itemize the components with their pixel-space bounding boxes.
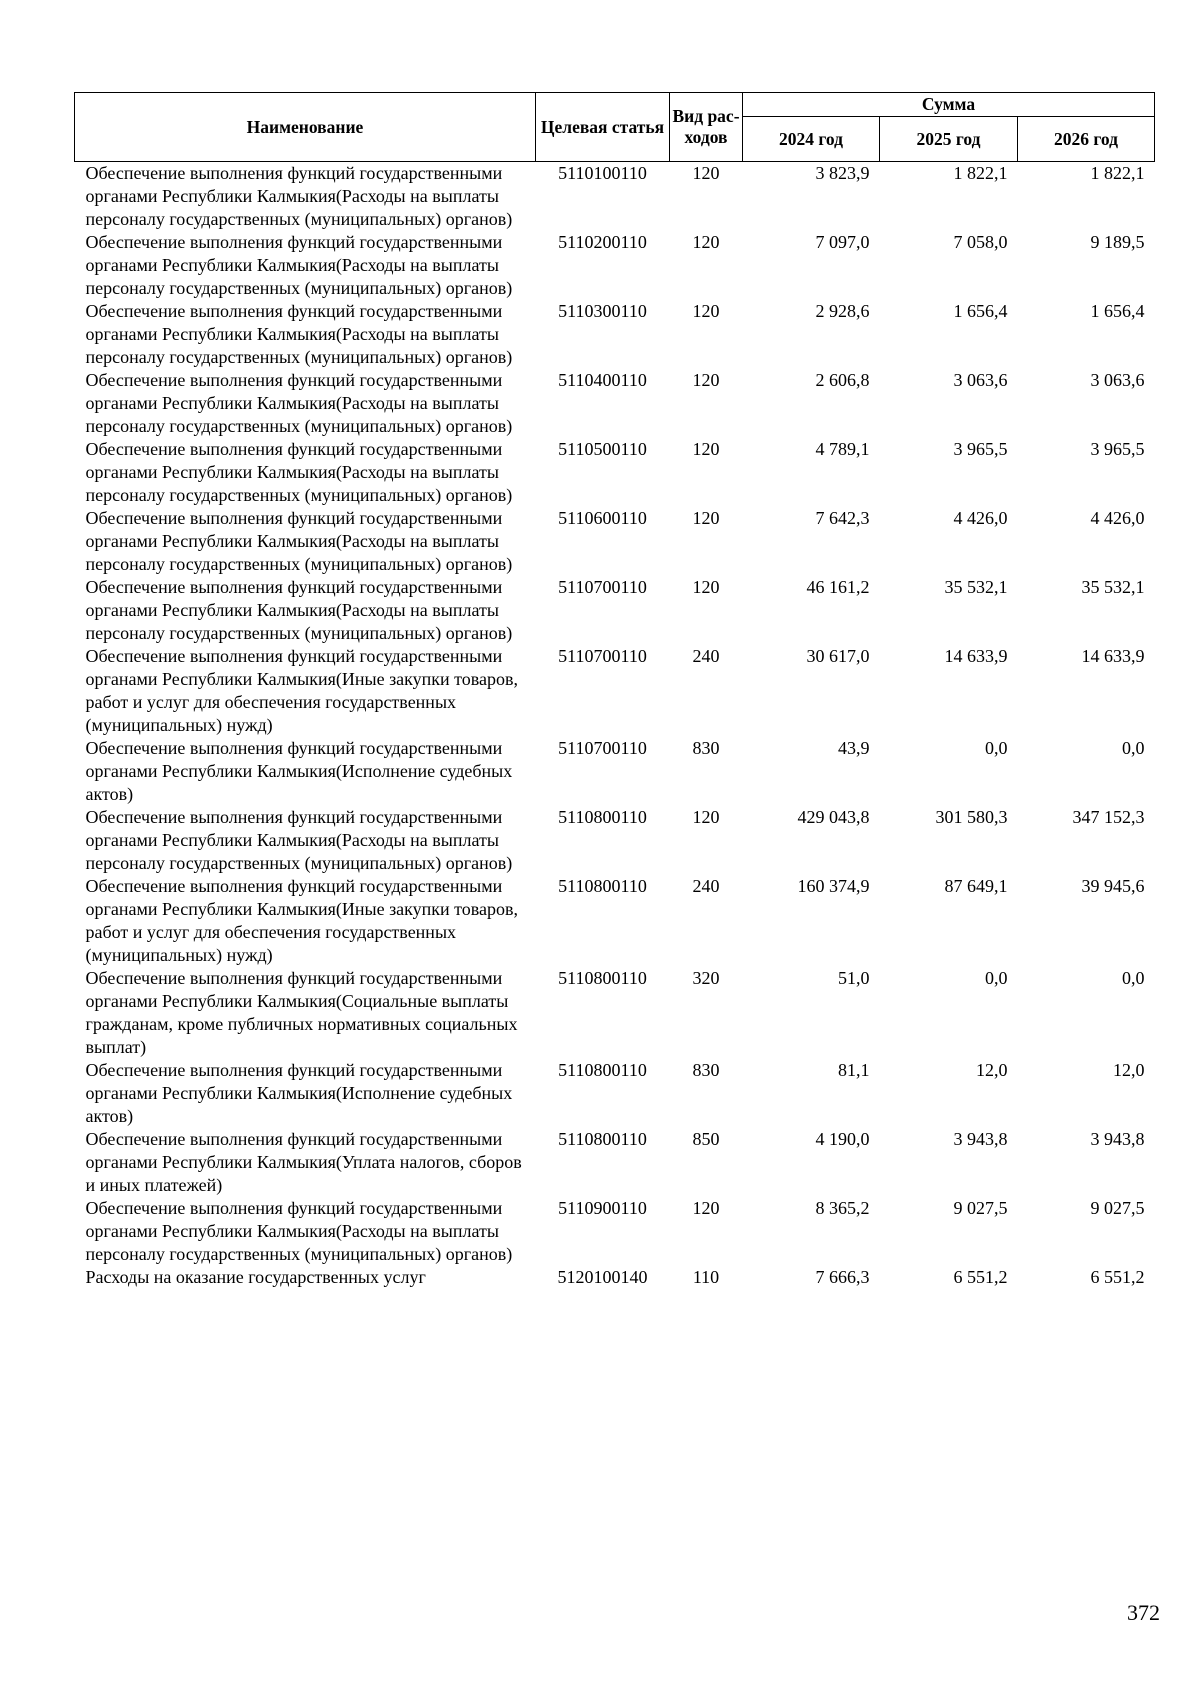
row-target-code: 5110100110 [558, 163, 647, 183]
row-sum-2025: 3 063,6 [953, 370, 1008, 390]
row-name: Обеспечение выполнения функций государственными органами Республики Калмыкия(Расходы на выплаты персоналу государственных (муниципальных) органов) [85, 807, 513, 873]
row-expense-kind: 850 [692, 1129, 720, 1149]
header-year-2024: 2024 год [743, 117, 880, 162]
row-name: Обеспечение выполнения функций государственными органами Республики Калмыкия(Уплата налогов, сборов и иных платежей) [85, 1129, 522, 1195]
row-target-code: 5110200110 [558, 232, 647, 252]
row-sum-2026: 3 063,6 [1090, 370, 1145, 390]
row-sum-2025: 12,0 [976, 1060, 1008, 1080]
row-sum-2026: 0,0 [1122, 968, 1145, 988]
row-sum-2024: 81,1 [838, 1060, 870, 1080]
table-row [75, 162, 1155, 232]
row-sum-2026: 347 152,3 [1072, 807, 1145, 827]
row-target-code: 5110800110 [558, 876, 647, 896]
row-sum-2024: 7 097,0 [815, 232, 870, 252]
table-row [75, 300, 1155, 369]
header-kind: Вид рас-ходов [670, 93, 743, 162]
row-target-code: 5110400110 [558, 370, 647, 390]
row-name: Обеспечение выполнения функций государственными органами Республики Калмыкия(Расходы на выплаты персоналу государственных (муниципальных) органов) [85, 163, 513, 229]
row-sum-2025: 6 551,2 [953, 1267, 1008, 1287]
row-name: Обеспечение выполнения функций государственными органами Республики Калмыкия(Исполнение судебных актов) [85, 738, 513, 804]
table-row [75, 231, 1155, 300]
row-name: Обеспечение выполнения функций государственными органами Республики Калмыкия(Иные закупки товаров, работ и услуг для обеспечения государственных (муниципальных) нужд) [85, 646, 519, 735]
header-year-2025: 2025 год [880, 117, 1018, 162]
row-expense-kind: 240 [692, 876, 720, 896]
row-sum-2024: 7 642,3 [815, 508, 870, 528]
row-sum-2024: 4 190,0 [815, 1129, 870, 1149]
row-sum-2026: 12,0 [1113, 1060, 1145, 1080]
table-row [75, 507, 1155, 576]
row-sum-2024: 46 161,2 [806, 577, 870, 597]
row-expense-kind: 120 [692, 577, 720, 597]
table-row [75, 967, 1155, 1059]
row-name: Обеспечение выполнения функций государственными органами Республики Калмыкия(Расходы на выплаты персоналу государственных (муниципальных) органов) [85, 439, 513, 505]
row-name: Обеспечение выполнения функций государственными органами Республики Калмыкия(Расходы на выплаты персоналу государственных (муниципальных) органов) [85, 577, 513, 643]
row-target-code: 5110800110 [558, 1129, 647, 1149]
row-target-code: 5110900110 [558, 1198, 647, 1218]
row-sum-2025: 87 649,1 [944, 876, 1008, 896]
row-expense-kind: 120 [692, 508, 720, 528]
row-sum-2025: 14 633,9 [944, 646, 1008, 666]
table-row [75, 1266, 1155, 1289]
row-sum-2025: 7 058,0 [953, 232, 1008, 252]
row-sum-2025: 35 532,1 [944, 577, 1008, 597]
table-row [75, 1197, 1155, 1266]
table-row [75, 737, 1155, 806]
row-sum-2024: 2 928,6 [815, 301, 870, 321]
row-name: Обеспечение выполнения функций государственными органами Республики Калмыкия(Расходы на выплаты персоналу государственных (муниципальных) органов) [85, 508, 513, 574]
row-expense-kind: 120 [692, 370, 720, 390]
table-body [75, 162, 1155, 1290]
row-name: Обеспечение выполнения функций государственными органами Республики Калмыкия(Расходы на выплаты персоналу государственных (муниципальных) органов) [85, 232, 513, 298]
row-sum-2024: 51,0 [838, 968, 870, 988]
row-target-code: 5110500110 [558, 439, 647, 459]
row-sum-2025: 301 580,3 [935, 807, 1008, 827]
row-name: Обеспечение выполнения функций государственными органами Республики Калмыкия(Социальные выплаты гражданам, кроме публичных нормативных социальных выплат) [85, 968, 518, 1057]
row-sum-2026: 9 189,5 [1090, 232, 1145, 252]
row-target-code: 5110700110 [558, 577, 647, 597]
row-sum-2025: 1 656,4 [953, 301, 1008, 321]
header-name: Наименование [75, 93, 536, 162]
row-target-code: 5110600110 [558, 508, 647, 528]
row-sum-2024: 30 617,0 [806, 646, 870, 666]
budget-table [74, 92, 1155, 1289]
row-sum-2025: 1 822,1 [953, 163, 1008, 183]
row-sum-2026: 14 633,9 [1081, 646, 1145, 666]
table-row [75, 1059, 1155, 1128]
row-sum-2025: 9 027,5 [953, 1198, 1008, 1218]
row-name: Расходы на оказание государственных услуг [85, 1267, 426, 1287]
table-row [75, 806, 1155, 875]
row-sum-2025: 0,0 [985, 738, 1008, 758]
row-sum-2026: 4 426,0 [1090, 508, 1145, 528]
row-name: Обеспечение выполнения функций государственными органами Республики Калмыкия(Расходы на выплаты персоналу государственных (муниципальных) органов) [85, 370, 513, 436]
row-sum-2026: 1 822,1 [1090, 163, 1145, 183]
row-expense-kind: 120 [692, 232, 720, 252]
row-expense-kind: 120 [692, 439, 720, 459]
row-target-code: 5110300110 [558, 301, 647, 321]
table-row [75, 875, 1155, 967]
row-name: Обеспечение выполнения функций государственными органами Республики Калмыкия(Исполнение судебных актов) [85, 1060, 513, 1126]
row-sum-2026: 0,0 [1122, 738, 1145, 758]
header-year-2026: 2026 год [1018, 117, 1155, 162]
page-number: 372 [1127, 1600, 1160, 1625]
row-sum-2026: 1 656,4 [1090, 301, 1145, 321]
row-sum-2026: 35 532,1 [1081, 577, 1145, 597]
header-code: Целевая статья [536, 93, 670, 162]
row-target-code: 5110800110 [558, 1060, 647, 1080]
table-row [75, 1128, 1155, 1197]
row-sum-2026: 3 943,8 [1090, 1129, 1145, 1149]
row-name: Обеспечение выполнения функций государственными органами Республики Калмыкия(Иные закупки товаров, работ и услуг для обеспечения государственных (муниципальных) нужд) [85, 876, 519, 965]
row-expense-kind: 830 [692, 1060, 720, 1080]
table-header [75, 93, 1155, 162]
row-target-code: 5120100140 [557, 1267, 648, 1287]
table-row [75, 438, 1155, 507]
row-sum-2024: 8 365,2 [815, 1198, 870, 1218]
row-sum-2026: 39 945,6 [1081, 876, 1145, 896]
table-row [75, 369, 1155, 438]
row-target-code: 5110700110 [558, 738, 647, 758]
row-expense-kind: 120 [692, 807, 720, 827]
row-expense-kind: 110 [692, 1267, 720, 1287]
row-expense-kind: 320 [692, 968, 720, 988]
row-sum-2024: 160 374,9 [797, 876, 870, 896]
row-sum-2025: 3 965,5 [953, 439, 1008, 459]
document-page [74, 92, 1154, 1289]
row-expense-kind: 830 [692, 738, 720, 758]
row-sum-2026: 6 551,2 [1090, 1267, 1145, 1287]
row-expense-kind: 120 [692, 1198, 720, 1218]
header-sum: Сумма [743, 93, 1155, 117]
table-row [75, 576, 1155, 645]
row-name: Обеспечение выполнения функций государственными органами Республики Калмыкия(Расходы на выплаты персоналу государственных (муниципальных) органов) [85, 301, 513, 367]
row-sum-2025: 4 426,0 [953, 508, 1008, 528]
row-sum-2024: 429 043,8 [797, 807, 870, 827]
row-target-code: 5110800110 [558, 807, 647, 827]
row-sum-2025: 3 943,8 [953, 1129, 1008, 1149]
row-target-code: 5110800110 [558, 968, 647, 988]
row-sum-2024: 43,9 [838, 738, 870, 758]
row-target-code: 5110700110 [558, 646, 647, 666]
row-expense-kind: 120 [692, 163, 720, 183]
row-sum-2025: 0,0 [985, 968, 1008, 988]
row-expense-kind: 120 [692, 301, 720, 321]
row-sum-2024: 4 789,1 [815, 439, 870, 459]
row-sum-2026: 3 965,5 [1090, 439, 1145, 459]
table-row [75, 645, 1155, 737]
row-sum-2026: 9 027,5 [1090, 1198, 1145, 1218]
row-expense-kind: 240 [692, 646, 720, 666]
row-name: Обеспечение выполнения функций государственными органами Республики Калмыкия(Расходы на выплаты персоналу государственных (муниципальных) органов) [85, 1198, 513, 1264]
row-sum-2024: 2 606,8 [815, 370, 870, 390]
row-sum-2024: 7 666,3 [815, 1267, 870, 1287]
row-sum-2024: 3 823,9 [815, 163, 870, 183]
